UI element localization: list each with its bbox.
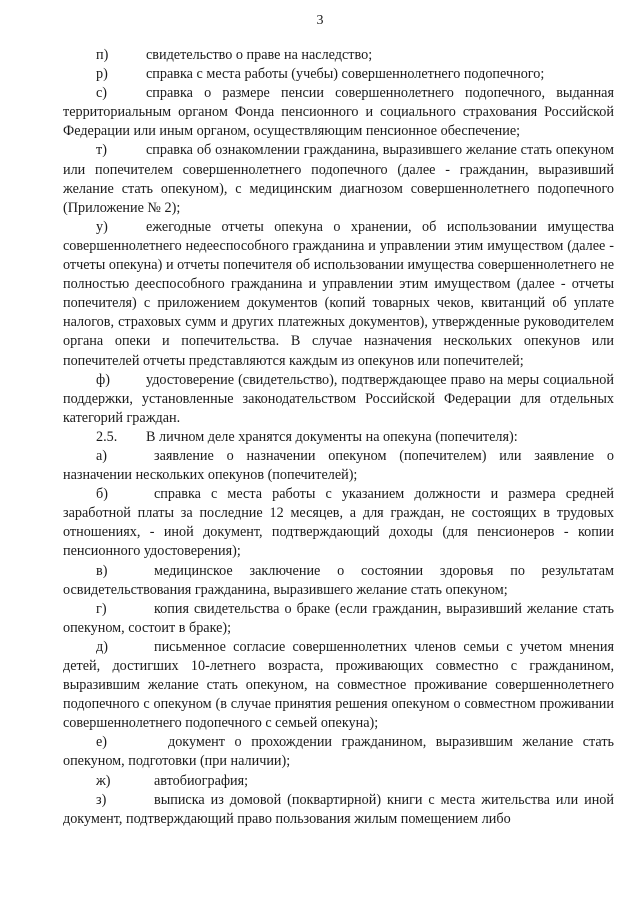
list-item-f bbox=[63, 371, 614, 428]
item-marker: в) bbox=[96, 562, 108, 579]
item-marker: г) bbox=[96, 600, 107, 617]
list-item-u bbox=[63, 218, 614, 371]
item-text: выписка из домовой (поквартирной) книги с места жительства или иной документ, подтверждающий право пользования жилым помещением либо bbox=[63, 791, 614, 827]
list-item-a bbox=[63, 447, 614, 485]
list-item-d bbox=[63, 638, 614, 733]
item-marker: р) bbox=[96, 66, 108, 83]
item-marker: ф) bbox=[96, 371, 110, 388]
item-text: документ о прохождении гражданином, выразившим желание стать опекуном, подготовки (при наличии); bbox=[63, 734, 614, 770]
item-text: справка с места работы с указанием должности и размера средней заработной платы за последние 12 месяцев, а для граждан, не состоящих в трудовых отношениях, - иной документ, подтверждающий доходы (для пенсионеров - копии пенсионного удостоверения); bbox=[63, 486, 614, 560]
item-text: справка об ознакомлении гражданина, выразившего желание стать опекуном или попечителем совершеннолетнего подопечного (далее - гражданин, выразивший желание стать опекуном), с медицинским диагнозом совершеннолетнего подопечного (Приложение № 2); bbox=[63, 142, 614, 216]
item-text: заявление о назначении опекуном (попечителем) или заявление о назначении нескольких опекунов (попечителей); bbox=[63, 447, 614, 484]
item-marker: а) bbox=[96, 447, 108, 464]
list-item-zh bbox=[63, 772, 614, 791]
list-item-z bbox=[63, 791, 614, 829]
item-text: копия свидетельства о браке (если гражданин, выразивший желание стать опекуном, состоит в браке); bbox=[63, 600, 614, 636]
list-item-e bbox=[63, 733, 614, 771]
item-marker: е) bbox=[96, 734, 108, 751]
item-marker: ж) bbox=[96, 772, 111, 789]
item-text: автобиография; bbox=[154, 772, 249, 789]
item-text: ежегодные отчеты опекуна о хранении, об использовании имущества совершеннолетнего недееспособного гражданина и управлении этим имуществом (далее - отчеты опекуна) и отчеты попечителя об использовании имущества совершеннолетнего не полностью дееспособного гражданина и управлении этим имуществом (далее - отчеты попечителя) с приложением документов (копий товарных чеков, квитанций об уплате налогов, страховых сумм и других платежных документов), утвержденные руководителем органа опеки и попечительства. В случае назначения нескольких опекунов или попечителей отчеты представляются каждым из опекунов или попечителей; bbox=[63, 218, 614, 369]
item-marker: п) bbox=[96, 47, 109, 63]
list-item-s bbox=[63, 84, 614, 141]
section-number: 2.5. bbox=[96, 428, 118, 445]
list-item-g bbox=[63, 600, 614, 638]
item-marker: т) bbox=[96, 142, 107, 159]
list-item-p bbox=[63, 46, 614, 65]
item-text: письменное согласие совершеннолетних членов семьи с учетом мнения детей, достигших 10-летнего возраста, проживающих совместно с гражданином, выразившим желание стать опекуном, на совместное проживание совершеннолетнего подопечного с опекуном (в случае принятия решения опекуном о совместном проживании совершеннолетнего подопечного с семьей опекуна); bbox=[63, 638, 614, 732]
item-text: справка с места работы (учебы) совершеннолетнего подопечного; bbox=[146, 66, 545, 83]
document-body bbox=[63, 46, 614, 829]
item-text: медицинское заключение о состоянии здоровья по результатам освидетельствования гражданина, выразившего желание стать опекуном; bbox=[63, 562, 614, 598]
list-item-b bbox=[63, 485, 614, 561]
item-marker: у) bbox=[96, 218, 108, 235]
list-item-t bbox=[63, 141, 614, 217]
item-marker: с) bbox=[96, 85, 108, 102]
section-2-5 bbox=[63, 428, 614, 447]
item-text: справка о размере пенсии совершеннолетнего подопечного, выданная территориальным органом Фонда пенсионного и социального страхования Российской Федерации или иным органом, осуществляющим пенсионное обеспечение; bbox=[63, 85, 614, 140]
page-number: 3 bbox=[316, 13, 324, 28]
list-item-r bbox=[63, 65, 614, 84]
item-text: удостоверение (свидетельство), подтверждающее право на меры социальной поддержки, установленные законодательством Российской Федерации для отдельных категорий граждан. bbox=[63, 371, 614, 426]
section-text: В личном деле хранятся документы на опекуна (попечителя): bbox=[146, 428, 518, 445]
item-marker: б) bbox=[96, 486, 108, 503]
item-marker: д) bbox=[96, 638, 108, 655]
item-text: свидетельство о праве на наследство; bbox=[146, 47, 373, 63]
item-marker: з) bbox=[96, 791, 107, 808]
list-item-v bbox=[63, 562, 614, 600]
